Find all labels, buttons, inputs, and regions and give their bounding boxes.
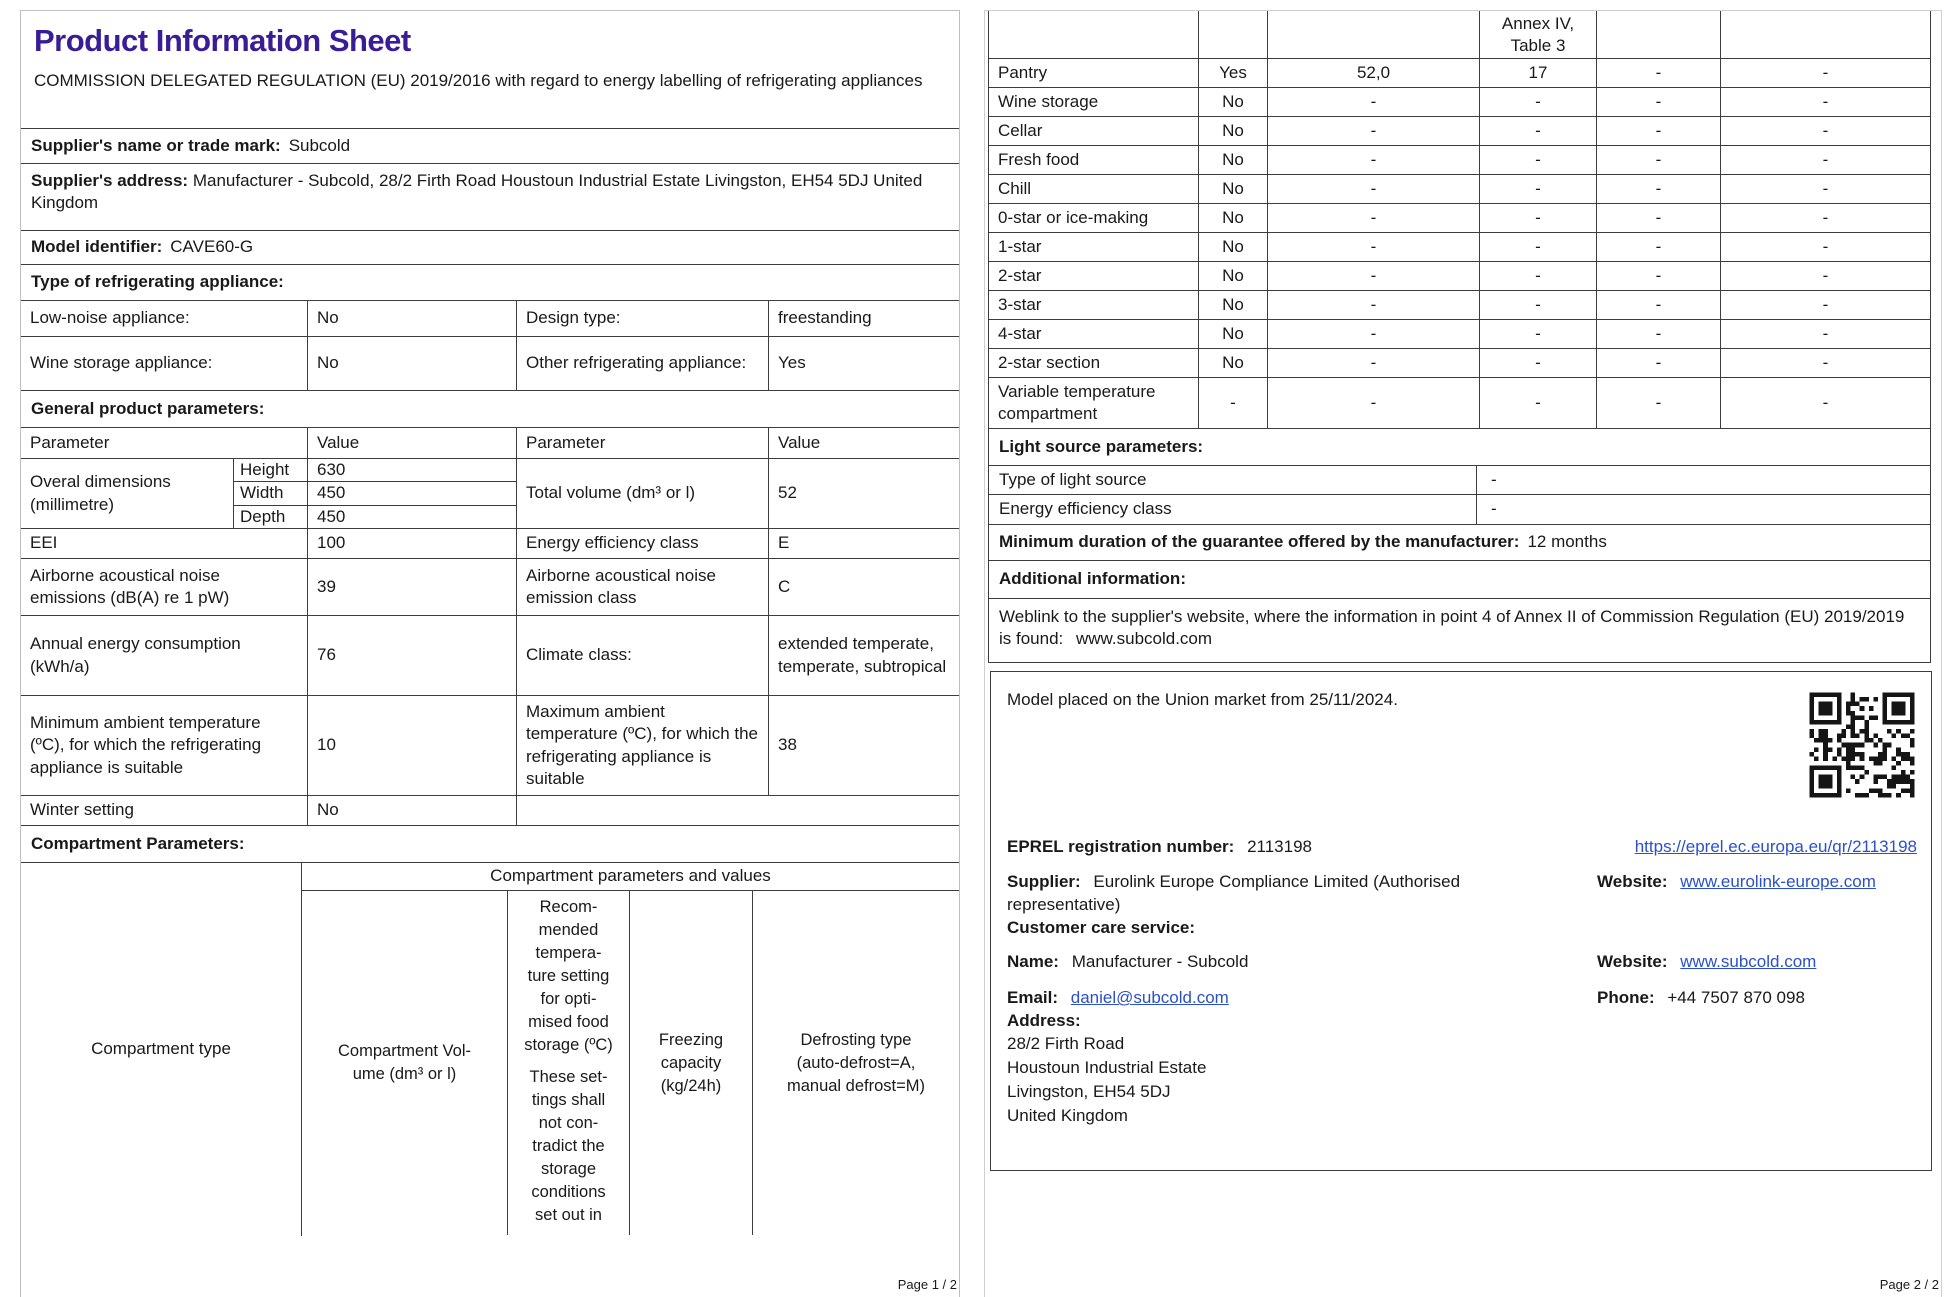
table-row (989, 88, 1930, 117)
column-header: Parameter (21, 428, 308, 458)
compartment-value-cell: No (1199, 262, 1268, 290)
param-label: Airborne acoustical noise emission class (517, 559, 769, 615)
compartment-value-cell: - (1597, 175, 1721, 203)
compartment-value-cell: No (1199, 320, 1268, 348)
qr-code (1805, 688, 1919, 802)
param-value: - (1491, 499, 1497, 519)
compartment-value-cell: - (1268, 117, 1480, 145)
compartment-value-cell: - (1268, 378, 1480, 428)
compartment-value-cell: No (1199, 291, 1268, 319)
param-label: Climate class: (517, 616, 769, 695)
phone-value: +44 7507 870 098 (1667, 988, 1805, 1007)
compartment-value-cell: - (1268, 262, 1480, 290)
compartment-value-cell: - (1268, 146, 1480, 174)
table-row (989, 146, 1930, 175)
param-value: 52 (778, 483, 797, 503)
eprel-row (1007, 835, 1917, 858)
supplier-label: Supplier: (1007, 872, 1081, 891)
empty-cell (1597, 11, 1721, 58)
care-email-row (1007, 986, 1917, 1009)
compartment-type-cell: 3-star (989, 291, 1199, 319)
care-website-link[interactable]: www.subcold.com (1680, 952, 1817, 971)
compartment-value-cell: - (1822, 207, 1829, 227)
page-number: Page 2 / 2 (1879, 1277, 1939, 1292)
compartment-type-cell: Wine storage (989, 88, 1199, 116)
dimensions-subtable (234, 459, 517, 528)
param-value: No (308, 796, 517, 825)
compartment-value-cell: - (1597, 262, 1721, 290)
param-value: E (778, 533, 790, 553)
regulation-subtitle: COMMISSION DELEGATED REGULATION (EU) 2019/2016 with regard to energy labelling of refrigerating appliances (34, 70, 923, 90)
compartment-value-cell: 52,0 (1268, 59, 1480, 87)
param-value: 100 (308, 529, 517, 558)
address-label: Address: (1007, 1011, 1081, 1030)
param-value: Yes (778, 353, 806, 373)
title-block (21, 11, 959, 129)
compartment-value-cell: - (1822, 265, 1829, 285)
email-label: Email: (1007, 988, 1059, 1007)
compartment-value-cell: Yes (1199, 59, 1268, 87)
compartment-value-cell: - (1597, 59, 1721, 87)
compartment-value-cell: - (1597, 117, 1721, 145)
param-value: extended temperate, temperate, subtropical (778, 634, 947, 676)
supplier-address-row (21, 164, 959, 231)
param-label: Type of light source (989, 466, 1477, 494)
param-label: EEI (21, 529, 308, 558)
compartment-value-cell: - (1480, 146, 1597, 174)
compartment-section-heading: Compartment Parameters: (21, 826, 959, 863)
table-row (989, 59, 1930, 88)
compartment-value-cell: - (1480, 262, 1597, 290)
compartment-value-cell: - (1597, 291, 1721, 319)
table-row (21, 559, 959, 616)
compartment-value-cell: - (1268, 204, 1480, 232)
light-source-row (989, 495, 1930, 525)
compartment-value-cell: - (1597, 204, 1721, 232)
guarantee-value: 12 months (1527, 532, 1607, 552)
compartment-value-cell: - (1480, 378, 1597, 428)
param-value: C (778, 576, 791, 596)
compartment-value-cell: - (1480, 233, 1597, 261)
compartment-value-cell: No (1199, 233, 1268, 261)
weblink-label: Weblink to the supplier's website, where the information in point 4 of Annex II of Commission Regulation (EU) 2019/2019 is found: (999, 607, 1905, 649)
empty-cell (1721, 11, 1930, 58)
phone-label: Phone: (1597, 988, 1655, 1007)
compartment-value-cell: - (1822, 236, 1829, 256)
empty-cell (517, 796, 959, 825)
compartment-value-cell: - (1597, 378, 1721, 428)
temperature-column-header: Recom- mended tempera- ture setting for opti- mised food storage (ºC) These set- tings shall not con- tradict the storage conditions set out in (508, 891, 630, 1235)
website-label: Website: (1597, 952, 1668, 971)
group-header: Compartment parameters and values (302, 863, 959, 891)
name-label: Name: (1007, 952, 1059, 971)
compartment-value-cell: - (1597, 349, 1721, 377)
param-label: Energy efficiency class (989, 495, 1477, 524)
empty-cell (1199, 11, 1268, 58)
param-label: Design type: (517, 301, 769, 336)
supplier-row (1007, 870, 1917, 916)
table-row (989, 233, 1930, 262)
dimensions-row (21, 459, 959, 529)
param-value: No (308, 301, 517, 336)
compartment-value-cell: No (1199, 117, 1268, 145)
volume-column-header: Compartment Vol- ume (dm³ or l) (302, 891, 508, 1235)
param-label: Low-noise appliance: (21, 301, 308, 336)
compartment-value-cell: - (1822, 392, 1829, 412)
supplier-website-link[interactable]: www.eurolink-europe.com (1680, 872, 1876, 891)
empty-cell (1268, 11, 1480, 58)
table-row (989, 117, 1930, 146)
annex-header-row (989, 11, 1930, 59)
param-label: Total volume (dm³ or l) (517, 459, 769, 528)
compartment-value-cell: - (1597, 320, 1721, 348)
compartment-value-cell: - (1822, 91, 1829, 111)
compartment-table-body (989, 59, 1930, 429)
eprel-label: EPREL registration number: (1007, 837, 1235, 856)
compartment-value-cell: - (1822, 120, 1829, 140)
compartment-value-cell: - (1822, 352, 1829, 372)
param-label: Wine storage appliance: (21, 337, 308, 390)
param-value: 38 (778, 735, 797, 755)
market-info-box (990, 671, 1932, 1171)
compartment-value-cell: - (1480, 204, 1597, 232)
column-header: Value (308, 428, 517, 458)
model-identifier-label: Model identifier: (31, 237, 163, 257)
compartment-value-cell: No (1199, 146, 1268, 174)
guarantee-label: Minimum duration of the guarantee offered by the manufacturer: (999, 532, 1520, 552)
param-label: Other refrigerating appliance: (517, 337, 769, 390)
table-row (989, 262, 1930, 291)
empty-cell (989, 11, 1199, 58)
page-1 (20, 10, 960, 1297)
param-value: 39 (308, 559, 517, 615)
compartment-value-cell: - (1268, 320, 1480, 348)
compartment-value-cell: - (1268, 88, 1480, 116)
compartment-value-cell: No (1199, 175, 1268, 203)
param-label: Airborne acoustical noise emissions (dB(A) re 1 pW) (21, 559, 308, 615)
supplier-name-row (21, 129, 959, 164)
compartment-value-cell: No (1199, 204, 1268, 232)
general-section-heading: General product parameters: (21, 391, 959, 428)
table-row (21, 529, 959, 559)
compartment-value-cell: - (1822, 323, 1829, 343)
page-2 (984, 10, 1942, 1297)
compartment-value-cell: - (1480, 349, 1597, 377)
compartment-type-cell: Cellar (989, 117, 1199, 145)
compartment-type-cell: 0-star or ice-making (989, 204, 1199, 232)
compartment-type-cell: Pantry (989, 59, 1199, 87)
compartment-value-cell: - (1268, 175, 1480, 203)
table-row (989, 349, 1930, 378)
type-section-heading: Type of refrigerating appliance: (21, 265, 959, 301)
table-row (989, 175, 1930, 204)
supplier-value: Eurolink Europe Compliance Limited (Authorised representative) (1007, 872, 1461, 914)
customer-care-heading: Customer care service: (1007, 918, 1196, 937)
compartment-value-cell: - (1199, 378, 1268, 428)
defrost-column-header: Defrosting type (auto-defrost=A, manual defrost=M) (786, 1030, 926, 1095)
address-lines: 28/2 Firth Road Houstoun Industrial Estate Livingston, EH54 5DJ United Kingdom (1007, 1034, 1207, 1125)
compartment-type-cell: Fresh food (989, 146, 1199, 174)
page-number: Page 1 / 2 (897, 1277, 957, 1292)
compartment-type-cell: Chill (989, 175, 1199, 203)
compartment-value-cell: - (1480, 88, 1597, 116)
table-row (989, 378, 1930, 429)
column-header: Parameter (517, 428, 769, 458)
compartment-value-cell: - (1268, 349, 1480, 377)
email-link[interactable]: daniel@subcold.com (1070, 988, 1229, 1007)
compartment-type-cell: Variable temperature compartment (989, 378, 1199, 428)
param-label: Overal dimensions (millimetre) (21, 459, 234, 528)
compartment-params-group (302, 863, 959, 1236)
compartment-value-cell: - (1268, 233, 1480, 261)
supplier-name-value: Subcold (288, 135, 351, 155)
param-value: No (308, 337, 517, 390)
dimension-value: 450 (308, 482, 517, 504)
compartment-value-cell: 17 (1480, 59, 1597, 87)
compartment-value-cell: - (1822, 149, 1829, 169)
freezing-column-header: Freezing capacity (kg/24h) (630, 891, 753, 1235)
compartment-value-cell: - (1822, 178, 1829, 198)
param-value: - (1491, 469, 1497, 489)
param-label: Winter setting (21, 796, 308, 825)
supplier-name-label: Supplier's name or trade mark: (31, 135, 281, 155)
compartment-value-cell: - (1268, 291, 1480, 319)
eprel-link[interactable]: https://eprel.ec.europa.eu/qr/2113198 (1634, 837, 1917, 856)
compartment-type-cell: 2-star section (989, 349, 1199, 377)
table-row (989, 291, 1930, 320)
param-label: Minimum ambient temperature (ºC), for which the refrigerating appliance is suitable (21, 696, 308, 795)
table-row (21, 696, 959, 796)
dimension-key: Depth (234, 506, 308, 528)
market-placed-text: Model placed on the Union market from 25/11/2024. (1007, 690, 1398, 709)
supplier-address-label: Supplier's address: (31, 171, 189, 190)
weblink-row (989, 599, 1930, 663)
param-value: freestanding (778, 308, 872, 328)
table-row (21, 337, 959, 391)
winter-setting-row (21, 796, 959, 826)
compartment-type-header: Compartment type (21, 863, 302, 1236)
compartment-value-cell: - (1480, 320, 1597, 348)
table-row (989, 320, 1930, 349)
name-value: Manufacturer - Subcold (1071, 952, 1249, 971)
compartment-value-cell: No (1199, 349, 1268, 377)
website-label: Website: (1597, 872, 1668, 891)
dimension-key: Height (234, 459, 308, 481)
compartment-value-cell: - (1480, 291, 1597, 319)
compartment-table-header (21, 863, 959, 1236)
param-value: 76 (308, 616, 517, 695)
guarantee-row (989, 525, 1930, 561)
light-source-row (989, 466, 1930, 495)
param-value: 10 (308, 696, 517, 795)
compartment-type-cell: 2-star (989, 262, 1199, 290)
compartment-value-cell: - (1822, 62, 1829, 82)
table-row (21, 301, 959, 337)
compartment-type-cell: 4-star (989, 320, 1199, 348)
compartment-value-cell: No (1199, 88, 1268, 116)
param-label: Annual energy consumption (kWh/a) (21, 616, 308, 695)
compartment-table-continued (988, 11, 1931, 663)
param-label: Energy efficiency class (517, 529, 769, 558)
param-label: Maximum ambient temperature (ºC), for which the refrigerating appliance is suitable (517, 696, 769, 795)
compartment-value-cell: - (1597, 146, 1721, 174)
compartment-value-cell: - (1480, 117, 1597, 145)
care-name-row (1007, 950, 1917, 973)
table-row (21, 616, 959, 696)
table-header-row (21, 428, 959, 459)
compartment-type-cell: 1-star (989, 233, 1199, 261)
compartment-value-cell: - (1597, 88, 1721, 116)
weblink-value: www.subcold.com (1076, 629, 1213, 649)
model-identifier-value: CAVE60-G (170, 237, 254, 257)
annex-reference: Annex IV, Table 3 (1480, 11, 1597, 58)
table-row (989, 204, 1930, 233)
additional-info-heading: Additional information: (989, 561, 1930, 599)
compartment-value-cell: - (1597, 233, 1721, 261)
dimension-value: 450 (308, 506, 517, 528)
compartment-value-cell: - (1480, 175, 1597, 203)
page-title: Product Information Sheet (34, 23, 411, 58)
column-header: Value (778, 432, 821, 452)
dimension-key: Width (234, 482, 308, 504)
dimension-value: 630 (308, 459, 517, 481)
eprel-value: 2113198 (1247, 837, 1312, 856)
compartment-value-cell: - (1822, 294, 1829, 314)
light-source-heading: Light source parameters: (989, 429, 1930, 466)
supplier-address-value: Manufacturer - Subcold, 28/2 Firth Road Houstoun Industrial Estate Livingston, EH54 5DJ United Kingdom (31, 171, 923, 213)
model-identifier-row (21, 231, 959, 265)
